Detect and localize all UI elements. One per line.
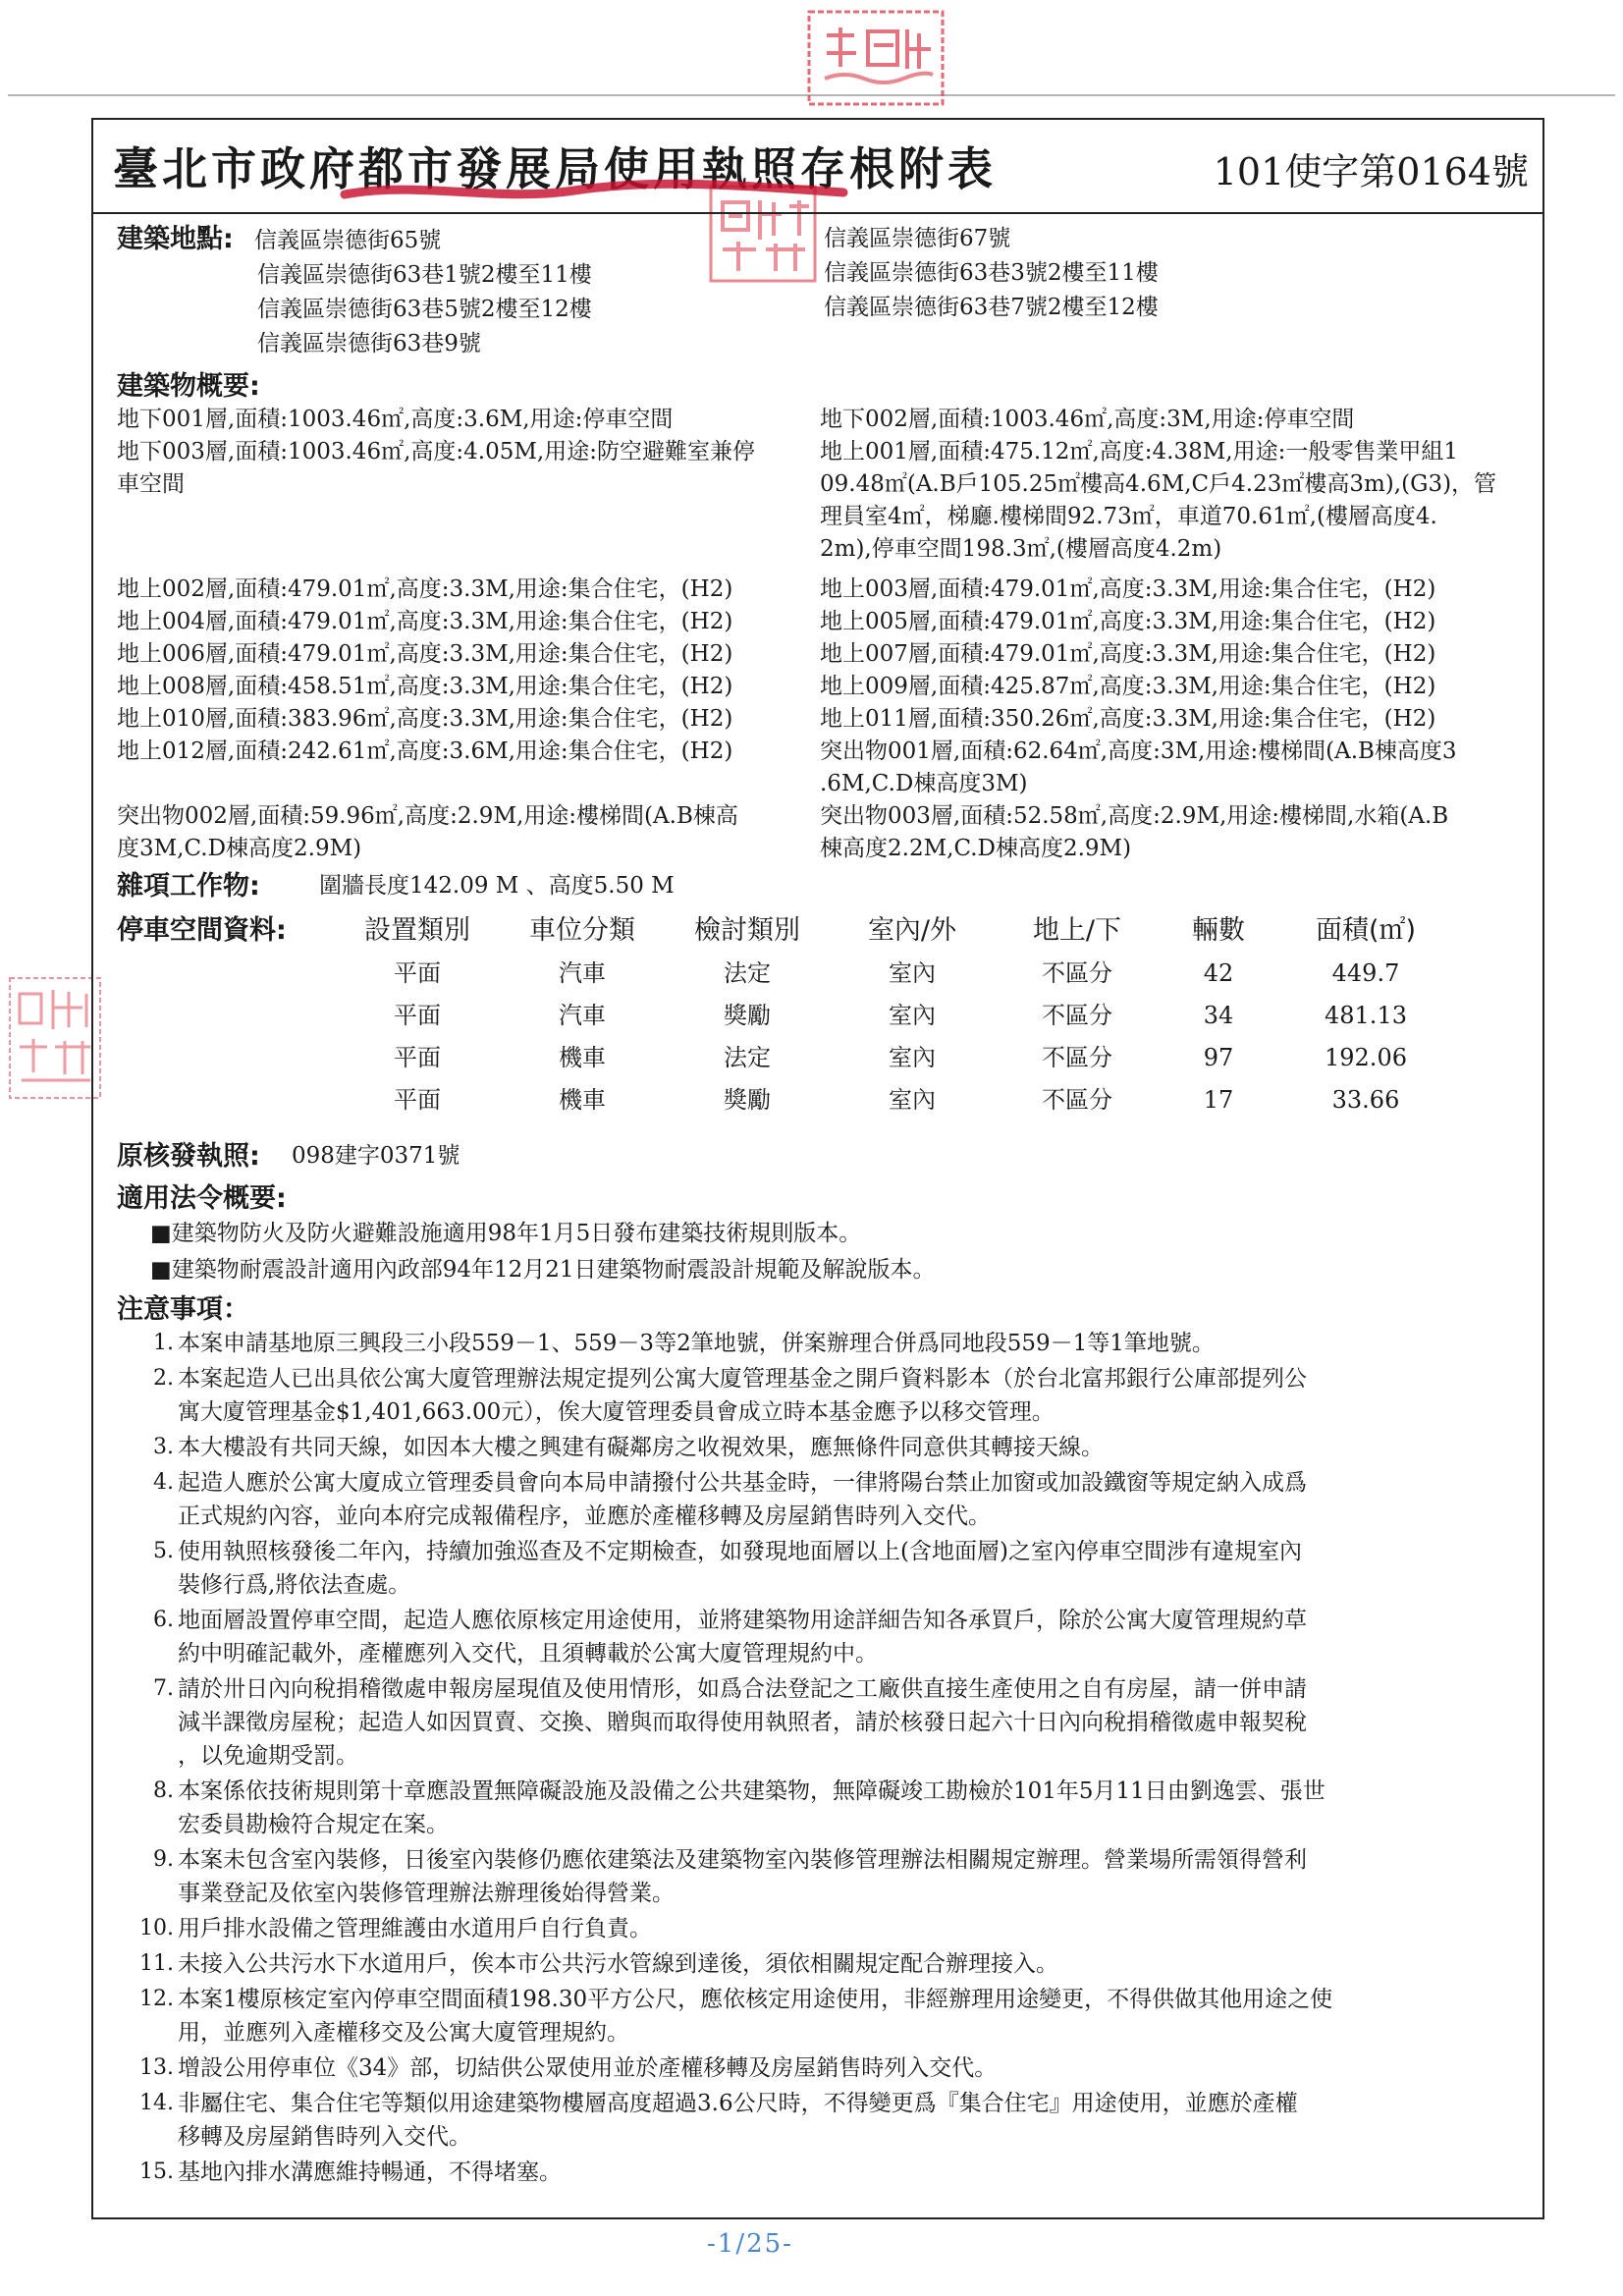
table-cell: 機車 bbox=[559, 1044, 606, 1071]
note-number: 3. bbox=[153, 1435, 174, 1459]
address-line: 信義區崇德街63巷1號2樓至11樓 bbox=[257, 262, 592, 288]
table-cell: 192.06 bbox=[1325, 1044, 1407, 1071]
table-row bbox=[117, 995, 1454, 1037]
law-item: ■建築物防火及防火避難設施適用98年1月5日發布建築技術規則版本。 bbox=[150, 1221, 862, 1246]
note-number: 14. bbox=[139, 2091, 174, 2115]
floor-line: 棟高度2.2M,C.D棟高度2.9M) bbox=[820, 836, 1132, 861]
parking-col-header: 地上/下 bbox=[1032, 914, 1122, 946]
law-item: ■建築物耐震設計適用內政部94年12月21日建築物耐震設計規範及解說版本。 bbox=[150, 1257, 936, 1283]
original-permit-label: 原核發執照: bbox=[117, 1141, 260, 1172]
note-number: 6. bbox=[153, 1608, 174, 1632]
table-cell: 室內 bbox=[889, 1002, 936, 1029]
table-cell: 室內 bbox=[889, 1044, 936, 1071]
table-cell: 平面 bbox=[394, 1086, 441, 1114]
floors-block bbox=[117, 574, 1523, 800]
table-cell: 機車 bbox=[559, 1086, 606, 1114]
overview-right-block bbox=[820, 404, 1523, 566]
note-line: 減半課徵房屋稅；起造人如因買賣、交換、贈與而取得使用執照者，請於核發日起六十日內向稅捐稽徵處申報契稅 bbox=[178, 1710, 1307, 1735]
note-number: 13. bbox=[139, 2055, 174, 2080]
floor-line: 地上010層,面積:383.96㎡,高度:3.3M,用途:集合住宅，(H2) bbox=[117, 706, 733, 732]
floor-line: 理員室4㎡，梯廳.樓梯間92.73㎡，車道70.61㎡,(樓層高度4. bbox=[820, 504, 1437, 529]
table-row bbox=[117, 953, 1454, 995]
note-line: 起造人應於公寓大廈成立管理委員會向本局申請撥付公共基金時，一律將陽台禁止加窗或加設鐵窗等規定納入成爲 bbox=[178, 1470, 1307, 1496]
row-spacer bbox=[117, 995, 335, 1037]
note-line: 使用執照核發後二年內，持續加強巡查及不定期檢查，如發現地面層以上(含地面層)之室內停車空間涉有違規室內 bbox=[178, 1539, 1302, 1564]
list-item bbox=[117, 1431, 1523, 1464]
table-cell: 獎勵 bbox=[724, 1002, 771, 1029]
floor-line: 2m),停車空間198.3㎡,(樓層高度4.2m) bbox=[820, 536, 1222, 562]
floors-right bbox=[820, 574, 1523, 800]
overview-section bbox=[117, 369, 1523, 865]
list-item bbox=[117, 1843, 1523, 1910]
table-cell: 33.66 bbox=[1331, 1086, 1400, 1114]
note-line: 本案係依技術規則第十章應設置無障礙設施及設備之公共建築物，無障礙竣工勘檢於101年5月11日由劉逸雲、張世 bbox=[178, 1778, 1325, 1804]
floor-line: 地上005層,面積:479.01㎡,高度:3.3M,用途:集合住宅，(H2) bbox=[820, 609, 1436, 634]
form-content bbox=[117, 222, 1523, 2191]
table-cell: 34 bbox=[1203, 1002, 1234, 1029]
note-line: 非屬住宅、集合住宅等類似用途建築物樓層高度超過3.6公尺時，不得變更爲『集合住宅』用途使用，並應於產權 bbox=[178, 2091, 1298, 2116]
address-section bbox=[117, 222, 1523, 361]
address-line: 信義區崇德街63巷5號2樓至12樓 bbox=[257, 297, 592, 322]
table-cell: 平面 bbox=[394, 1044, 441, 1071]
note-number: 12. bbox=[139, 1987, 174, 2011]
parking-col-header: 輛數 bbox=[1192, 914, 1245, 946]
laws-section bbox=[117, 1181, 1523, 1288]
note-line: 約中明確記載外，產權應列入交代，且須轉載於公寓大廈管理規約中。 bbox=[178, 1641, 878, 1667]
note-line: 本案未包含室內裝修，日後室內裝修仍應依建築法及建築物室內裝修管理辦法相關規定辦理。營業場所需領得營利 bbox=[178, 1847, 1307, 1873]
note-number: 7. bbox=[153, 1676, 174, 1701]
note-line: 本案申請基地原三興段三小段559－1、559－3等2筆地號，併案辦理合併爲同地段559－1等1筆地號。 bbox=[178, 1331, 1215, 1356]
table-cell: 室內 bbox=[889, 1086, 936, 1114]
table-cell: 42 bbox=[1203, 959, 1234, 987]
parking-label: 停車空間資料: bbox=[117, 914, 287, 946]
basement-block bbox=[117, 404, 1523, 566]
note-line: 裝修行爲,將依法查處。 bbox=[178, 1572, 411, 1598]
original-permit-value: 098建字0371號 bbox=[292, 1143, 460, 1169]
floor-line: 地上002層,面積:479.01㎡,高度:3.3M,用途:集合住宅，(H2) bbox=[117, 576, 733, 602]
note-line: 寓大廈管理基金$1,401,663.00元），俟大廈管理委員會成立時本基金應予以移交管理。 bbox=[178, 1399, 1055, 1425]
note-number: 8. bbox=[153, 1778, 174, 1803]
floor-line: 地上004層,面積:479.01㎡,高度:3.3M,用途:集合住宅，(H2) bbox=[117, 609, 733, 634]
list-item bbox=[117, 1535, 1523, 1602]
list-item bbox=[117, 1466, 1523, 1533]
overview-left-block bbox=[117, 404, 820, 566]
floor-line: 地下003層,面積:1003.46㎡,高度:4.05M,用途:防空避難室兼停 bbox=[117, 439, 755, 465]
floor-line: 地上001層,面積:475.12㎡,高度:4.38M,用途:一般零售業甲組1 bbox=[820, 439, 1458, 465]
parking-col-header: 設置類別 bbox=[364, 914, 470, 946]
table-cell: 平面 bbox=[394, 959, 441, 987]
note-line: 本大樓設有共同天線，如因本大樓之興建有礙鄰房之收視效果，應無條件同意供其轉接天線。 bbox=[178, 1435, 1104, 1460]
list-item bbox=[117, 2087, 1523, 2154]
parking-col-header: 面積(㎡) bbox=[1315, 914, 1417, 946]
table-row bbox=[117, 1079, 1454, 1121]
page-title: 臺北市政府都市發展局使用執照存根附表 bbox=[113, 142, 997, 195]
floor-line: 地上006層,面積:479.01㎡,高度:3.3M,用途:集合住宅，(H2) bbox=[117, 641, 733, 667]
table-cell: 17 bbox=[1203, 1086, 1234, 1114]
address-right-column bbox=[820, 222, 1523, 361]
row-spacer bbox=[117, 953, 335, 995]
note-line: 用，並應列入產權移交及公寓大廈管理規約。 bbox=[178, 2020, 629, 2046]
note-line: 用戶排水設備之管理維護由水道用戶自行負責。 bbox=[178, 1916, 652, 1941]
note-number: 15. bbox=[139, 2159, 174, 2184]
address-line: 信義區崇德街63巷3號2樓至11樓 bbox=[824, 260, 1159, 286]
roof-block bbox=[117, 800, 1523, 865]
misc-value: 圍牆長度142.09 M 、高度5.50 M bbox=[319, 873, 675, 899]
list-item bbox=[117, 1912, 1523, 1945]
floor-line: 地上009層,面積:425.87㎡,高度:3.3M,用途:集合住宅，(H2) bbox=[820, 674, 1436, 699]
parking-table bbox=[117, 907, 1454, 1121]
misc-section bbox=[117, 869, 1523, 903]
list-item bbox=[117, 2156, 1523, 2189]
floor-line: 地上008層,面積:458.51㎡,高度:3.3M,用途:集合住宅，(H2) bbox=[117, 674, 733, 699]
table-cell: 平面 bbox=[394, 1002, 441, 1029]
note-line: 本案1樓原核定室內停車空間面積198.30平方公尺，應依核定用途使用，非經辦理用途變更，不得供做其他用途之使 bbox=[178, 1987, 1333, 2012]
note-number: 1. bbox=[153, 1331, 174, 1355]
table-cell: 449.7 bbox=[1331, 959, 1400, 987]
table-cell: 481.13 bbox=[1325, 1002, 1407, 1029]
list-item bbox=[117, 1604, 1523, 1670]
laws-label: 適用法令概要: bbox=[117, 1183, 287, 1214]
parking-col-header: 檢討類別 bbox=[694, 914, 800, 946]
list-item bbox=[117, 2051, 1523, 2085]
floor-line: 車空間 bbox=[117, 471, 185, 497]
table-row bbox=[117, 1037, 1454, 1079]
parking-col-header: 車位分類 bbox=[529, 914, 635, 946]
address-line: 信義區崇德街65號 bbox=[254, 228, 442, 253]
parking-col-header: 室內/外 bbox=[867, 914, 957, 946]
row-spacer bbox=[117, 1079, 335, 1121]
note-line: 請於卅日內向稅捐稽徵處申報房屋現值及使用情形，如爲合法登記之工廠供直接生產使用之自有房屋，請一併申請 bbox=[178, 1676, 1307, 1702]
permit-number: 101使字第0164號 bbox=[1213, 150, 1529, 193]
parking-header-row bbox=[117, 907, 1454, 953]
address-label: 建築地點: bbox=[117, 224, 234, 254]
note-number: 4. bbox=[153, 1470, 174, 1495]
misc-label: 雜項工作物: bbox=[117, 871, 260, 902]
seal-stamp-top bbox=[803, 6, 948, 110]
address-left-column bbox=[117, 222, 820, 361]
note-line: 未接入公共污水下水道用戶，俟本市公共污水管線到達後，須依相關規定配合辦理接入。 bbox=[178, 1951, 1058, 1977]
roof-right bbox=[820, 800, 1523, 865]
floor-line: 突出物001層,面積:62.64㎡,高度:3M,用途:樓梯間(A.B棟高度3 bbox=[820, 738, 1457, 764]
note-line: 宏委員勘檢符合規定在案。 bbox=[178, 1812, 449, 1837]
note-line: 地面層設置停車空間，起造人應依原核定用途使用，並將建築物用途詳細告知各承買戶，除於公寓大廈管理規約草 bbox=[178, 1608, 1307, 1633]
list-item bbox=[117, 1983, 1523, 2050]
table-cell: 法定 bbox=[724, 959, 771, 987]
list-item bbox=[117, 1672, 1523, 1773]
table-cell: 97 bbox=[1203, 1044, 1234, 1071]
table-cell: 汽車 bbox=[559, 959, 606, 987]
note-line: 事業登記及依室內裝修管理辦法辦理後始得營業。 bbox=[178, 1881, 675, 1906]
list-item bbox=[117, 1775, 1523, 1841]
table-cell: 不區分 bbox=[1042, 1086, 1112, 1114]
floor-line: 地上012層,面積:242.61㎡,高度:3.6M,用途:集合住宅，(H2) bbox=[117, 738, 733, 764]
table-cell: 法定 bbox=[724, 1044, 771, 1071]
floor-line: 地下001層,面積:1003.46㎡,高度:3.6M,用途:停車空間 bbox=[117, 407, 674, 432]
table-cell: 汽車 bbox=[559, 1002, 606, 1029]
row-spacer bbox=[117, 1037, 335, 1079]
address-line: 信義區崇德街67號 bbox=[824, 226, 1011, 251]
list-item bbox=[117, 1947, 1523, 1981]
floor-line: 突出物003層,面積:52.58㎡,高度:2.9M,用途:樓梯間,水箱(A.B bbox=[820, 803, 1449, 829]
note-line: 正式規約內容，並向本府完成報備程序，並應於產權移轉及房屋銷售時列入交代。 bbox=[178, 1503, 991, 1529]
address-line: 信義區崇德街63巷9號 bbox=[257, 331, 481, 356]
note-line: 基地內排水溝應維持暢通，不得堵塞。 bbox=[178, 2159, 562, 2185]
list-item bbox=[117, 1327, 1523, 1360]
permit-form-frame bbox=[91, 118, 1544, 2219]
note-line: 本案起造人已出具依公寓大廈管理辦法規定提列公寓大廈管理基金之開戶資料影本（於台北富邦銀行公庫部提列公 bbox=[178, 1366, 1307, 1392]
overview-label: 建築物概要: bbox=[117, 371, 260, 402]
red-signature-stroke bbox=[339, 177, 849, 206]
floor-line: 突出物002層,面積:59.96㎡,高度:2.9M,用途:樓梯間(A.B棟高 bbox=[117, 803, 738, 829]
floor-line: 地下002層,面積:1003.46㎡,高度:3M,用途:停車空間 bbox=[820, 407, 1355, 432]
table-cell: 室內 bbox=[889, 959, 936, 987]
parking-section bbox=[117, 907, 1523, 1121]
table-cell: 不區分 bbox=[1042, 1002, 1112, 1029]
floors-left bbox=[117, 574, 820, 800]
floor-line: 度3M,C.D棟高度2.9M) bbox=[117, 836, 362, 861]
page-number-stamp: -1/25- bbox=[707, 2229, 793, 2259]
floor-line: 地上003層,面積:479.01㎡,高度:3.3M,用途:集合住宅，(H2) bbox=[820, 576, 1436, 602]
original-permit-section bbox=[117, 1139, 1523, 1174]
table-cell: 不區分 bbox=[1042, 1044, 1112, 1071]
notes-label: 注意事項： bbox=[117, 1294, 249, 1325]
note-line: 增設公用停車位《34》部，切結供公眾使用並於產權移轉及房屋銷售時列入交代。 bbox=[178, 2055, 998, 2081]
note-number: 2. bbox=[153, 1366, 174, 1391]
table-cell: 獎勵 bbox=[724, 1086, 771, 1114]
notes-section bbox=[117, 1292, 1523, 2189]
table-cell: 不區分 bbox=[1042, 959, 1112, 987]
note-number: 10. bbox=[139, 1916, 174, 1941]
roof-left bbox=[117, 800, 820, 865]
floor-line: 地上007層,面積:479.01㎡,高度:3.3M,用途:集合住宅，(H2) bbox=[820, 641, 1436, 667]
list-item bbox=[117, 1362, 1523, 1429]
note-number: 11. bbox=[139, 1951, 174, 1976]
floor-line: 地上011層,面積:350.26㎡,高度:3.3M,用途:集合住宅，(H2) bbox=[820, 706, 1436, 732]
note-line: ，以免逾期受罰。 bbox=[178, 1743, 358, 1769]
note-line: 移轉及房屋銷售時列入交代。 bbox=[178, 2124, 471, 2150]
address-line: 信義區崇德街63巷7號2樓至12樓 bbox=[824, 295, 1159, 320]
note-number: 9. bbox=[153, 1847, 174, 1872]
floor-line: 09.48㎡(A.B戶105.25㎡樓高4.6M,C戶4.23㎡樓高3m),(G3)，管 bbox=[820, 471, 1497, 497]
floor-line: .6M,C.D棟高度3M) bbox=[820, 771, 1028, 796]
note-number: 5. bbox=[153, 1539, 174, 1563]
